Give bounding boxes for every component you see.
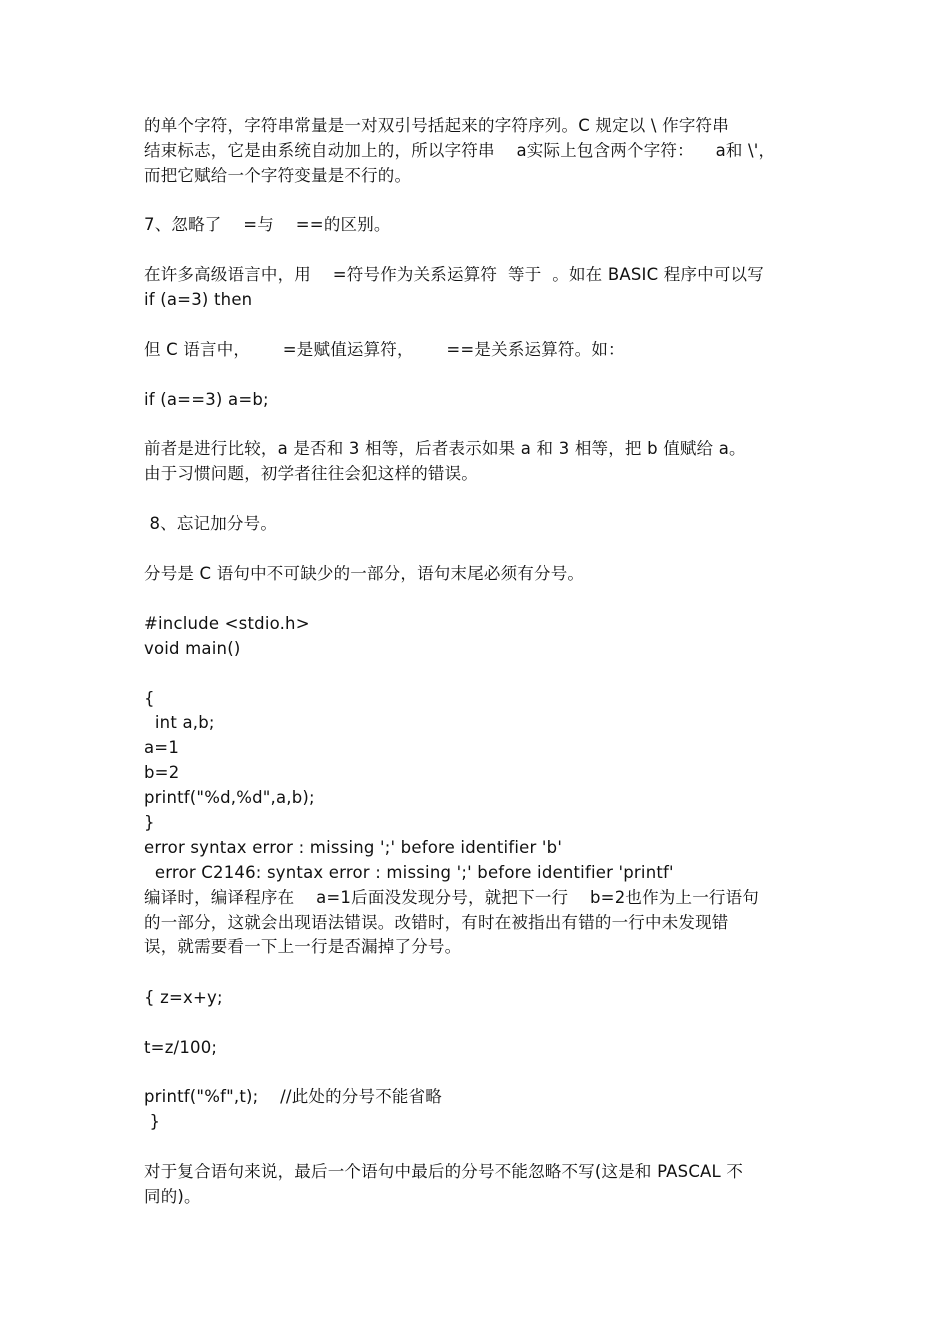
text-line: 但 C 语言中， =是赋值运算符， ==是关系运算符。如： — [144, 340, 625, 359]
text-line: 同的)。 — [144, 1187, 201, 1206]
text-line: 由于习惯问题，初学者往往会犯这样的错误。 — [144, 464, 478, 483]
code-line: void main() — [144, 639, 241, 658]
section-heading: 8、忘记加分号。 — [144, 514, 278, 533]
section-heading: 7、忽略了 =与 ==的区别。 — [144, 215, 391, 234]
text-line: 结束标志，它是由系统自动加上的，所以字符串 a实际上包含两个字符： a和 \'， — [144, 141, 776, 160]
error-line: error C2146: syntax error : missing ';' before identifier 'printf' — [144, 863, 674, 882]
code-line: if (a=3) then — [144, 290, 253, 309]
text-line: 而把它赋给一个字符变量是不行的。 — [144, 166, 412, 185]
text-line: 的一部分，这就会出现语法错误。改错时，有时在被指出有错的一行中未发现错 — [144, 913, 729, 932]
text-line: 分号是 C 语句中不可缺少的一部分，语句末尾必须有分号。 — [144, 564, 585, 583]
code-line: int a,b; — [144, 713, 215, 732]
text-line: 对于复合语句来说，最后一个语句中最后的分号不能忽略不写(这是和 PASCAL 不 — [144, 1162, 744, 1181]
code-line: #include <stdio.h> — [144, 614, 310, 633]
code-line: if (a==3) a=b; — [144, 390, 269, 409]
code-line: printf("%f",t); //此处的分号不能省略 — [144, 1087, 442, 1106]
code-line: { — [144, 689, 155, 708]
code-line: b=2 — [144, 763, 180, 782]
code-line: t=z/100; — [144, 1038, 218, 1057]
code-line: { z=x+y; — [144, 988, 223, 1007]
error-line: error syntax error : missing ';' before identifier 'b' — [144, 838, 563, 857]
code-line: a=1 — [144, 738, 180, 757]
text-line: 前者是进行比较，a 是否和 3 相等，后者表示如果 a 和 3 相等，把 b 值赋给 a。 — [144, 439, 746, 458]
text-line: 编译时，编译程序在 a=1后面没发现分号，就把下一行 b=2也作为上一行语句 — [144, 888, 759, 907]
text-line: 在许多高级语言中，用 =符号作为关系运算符 等于 。如在 BASIC 程序中可以写 — [144, 265, 764, 284]
text-line: 的单个字符，字符串常量是一对双引号括起来的字符序列。C 规定以 \ 作字符串 — [144, 116, 729, 135]
text-line: 误，就需要看一下上一行是否漏掉了分号。 — [144, 937, 462, 956]
code-line: printf("%d,%d",a,b); — [144, 788, 315, 807]
code-line: } — [144, 813, 155, 832]
code-line: } — [144, 1112, 161, 1131]
